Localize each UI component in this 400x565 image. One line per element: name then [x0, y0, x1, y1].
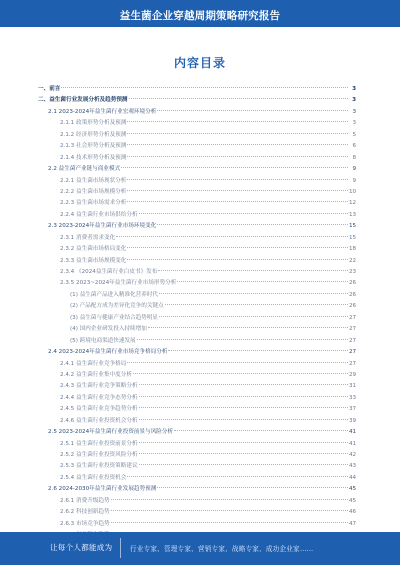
toc-entry-label: 2.2.1 益生菌市场现状分析: [60, 177, 127, 184]
toc-leader-dots: [139, 212, 348, 214]
toc-entry-page: 13: [349, 211, 357, 218]
toc-entry[interactable]: [38, 244, 356, 255]
toc-entry-label: 2.6.1 消费升级趋势: [60, 497, 110, 504]
toc-leader-dots: [174, 429, 348, 431]
toc-leader-dots: [129, 97, 348, 99]
toc-leader-dots: [111, 498, 348, 500]
toc-entry-page: 47: [349, 520, 357, 527]
toc-entry[interactable]: [38, 450, 356, 461]
toc-leader-dots: [157, 109, 348, 111]
toc-leader-dots: [61, 86, 348, 88]
toc-entry[interactable]: [38, 118, 356, 129]
toc-entry-label: 2.4.6 益生菌行业投资机会分析: [60, 417, 138, 424]
toc-leader-dots: [116, 235, 348, 237]
toc-entry-label: 2.6.2 科技创新趋势: [60, 509, 110, 516]
toc-entry-page: 27: [349, 314, 357, 321]
toc-entry[interactable]: [38, 393, 356, 404]
toc-leader-dots: [159, 315, 348, 317]
toc-entry-label: 2.4 2023-2024年益生菌行业市场竞争格局分析: [48, 349, 168, 356]
toc-entry[interactable]: [38, 301, 356, 312]
toc-entry-label: 2.4.3 益生菌行业竞争策略分析: [60, 383, 138, 390]
toc-entry-label: 2.1.3 社会形势分析及预测: [60, 143, 127, 150]
toc-entry-label: 2.1.4 技术形势分析及预测: [60, 154, 127, 161]
toc-entry-page: 3: [352, 108, 356, 115]
toc-leader-dots: [121, 166, 348, 168]
toc-entry-page: 27: [349, 326, 357, 333]
toc-entry-page: 33: [349, 394, 357, 401]
toc-entry-label: 2.2.3 益生菌市场需求分析: [60, 200, 127, 207]
toc-leader-dots: [127, 200, 348, 202]
toc-entry-label: (2) 产品配方成为差异化竞争的关键点: [70, 303, 164, 310]
toc-entry[interactable]: [38, 233, 356, 244]
toc-entry[interactable]: [38, 290, 356, 301]
toc-entry[interactable]: [38, 84, 356, 95]
toc-leader-dots: [177, 280, 348, 282]
toc-entry-label: 2.1.2 经济形势分析及预测: [60, 131, 127, 138]
toc-leader-dots: [127, 361, 348, 363]
toc-entry[interactable]: [38, 256, 356, 267]
toc-entry-label: (4) 国内企业研发投入持续增加: [70, 326, 147, 333]
toc-entry[interactable]: [38, 347, 356, 358]
toc-entry-page: 31: [349, 383, 357, 390]
toc-entry-label: 2.5.3 益生菌行业投资策略建议: [60, 463, 138, 470]
toc-entry-label: (5) 跨境电商渠道快速发展: [70, 337, 136, 344]
toc-leader-dots: [139, 452, 348, 454]
toc-entry[interactable]: [38, 404, 356, 415]
toc-entry-page: 39: [349, 417, 357, 424]
toc-entry-label: 2.5 2023-2024年益生菌行业投资前景与风险分析: [48, 429, 174, 436]
toc-entry-page: 23: [349, 269, 357, 275]
toc-entry-label: (1) 益生菌产品进入精准化营养时代: [70, 291, 159, 298]
toc-entry-label: 2.4.2 益生菌行业集中度分析: [60, 371, 132, 378]
toc-entry[interactable]: [38, 210, 356, 221]
toc-entry-label: 2.4.4 益生菌行业竞争态势分析: [60, 394, 138, 401]
toc-entry-page: 5: [352, 131, 356, 138]
toc-entry-label: 2.3.4 《2024益生菌行业白皮书》发布: [60, 269, 158, 275]
toc-leader-dots: [165, 303, 348, 305]
toc-entry[interactable]: [38, 107, 356, 118]
toc-entry-page: 26: [349, 280, 357, 287]
toc-entry-page: 15: [349, 223, 357, 230]
toc-entry-page: 18: [349, 246, 357, 253]
toc-entry-page: 42: [349, 452, 357, 458]
toc-entry-label: 2.2.2 益生菌市场规模分析: [60, 188, 127, 195]
toc-entry-page: 3: [352, 120, 356, 127]
toc-entry-label: 2.1.1 政策形势分析及预测: [60, 120, 127, 127]
toc-entry[interactable]: [38, 496, 356, 507]
toc-leader-dots: [127, 132, 348, 134]
toc-leader-dots: [139, 383, 348, 385]
toc-leader-dots: [127, 155, 348, 157]
toc-entry-page: 3: [352, 86, 356, 92]
toc-entry[interactable]: [38, 359, 356, 370]
toc-entry[interactable]: [38, 95, 356, 106]
toc-entry[interactable]: [38, 267, 356, 278]
toc-entry-page: 44: [349, 474, 357, 481]
toc-entry[interactable]: [38, 336, 356, 347]
toc-entry-label: 2.4.5 益生菌行业竞争趋势分析: [60, 406, 138, 413]
toc-entry[interactable]: [38, 427, 356, 438]
toc-entry[interactable]: [38, 461, 356, 472]
toc-entry[interactable]: [38, 130, 356, 141]
toc-leader-dots: [157, 486, 348, 488]
toc-leader-dots: [111, 521, 348, 523]
toc-leader-dots: [157, 223, 348, 225]
toc-leader-dots: [139, 406, 348, 408]
toc-leader-dots: [137, 338, 348, 340]
toc-entry[interactable]: [38, 416, 356, 427]
footer-slogan: 让每个人都能成为: [50, 543, 113, 552]
toc-heading: 内容目录: [173, 56, 226, 70]
toc-entry[interactable]: [38, 198, 356, 209]
toc-leader-dots: [127, 475, 348, 477]
toc-entry-page: 43: [349, 463, 357, 470]
toc-leader-dots: [139, 395, 348, 397]
toc-entry-label: 2.3.1 消费者需求变化: [60, 234, 116, 241]
toc-entry[interactable]: [38, 381, 356, 392]
toc-entry-label: 2.5.1 益生菌行业投资前景分析: [60, 440, 138, 447]
toc-entry-label: 2.3.3 益生菌市场规模变化: [60, 257, 127, 264]
toc-entry[interactable]: [38, 439, 356, 450]
toc-entry-label: 一、前言: [38, 86, 61, 92]
toc-entry[interactable]: [38, 484, 356, 495]
table-of-contents: [38, 84, 356, 542]
toc-entry-page: 8: [352, 154, 356, 161]
toc-entry-label: 2.3 2023-2024年益生菌行业市场环境变化: [48, 223, 157, 230]
toc-entry-page: 27: [349, 360, 357, 367]
toc-leader-dots: [127, 189, 348, 191]
toc-entry[interactable]: [38, 278, 356, 289]
report-title: 益生菌企业穿越周期策略研究报告: [119, 10, 281, 22]
toc-entry-label: 2.1 2023-2024年益生菌行业宏观环境分析: [48, 108, 157, 115]
toc-entry-label: 2.3.2 益生菌市场格局变化: [60, 246, 127, 253]
toc-entry-label: 2.6 2024-2030年益生菌行业发展趋势预测: [48, 486, 157, 493]
toc-leader-dots: [158, 269, 348, 271]
toc-entry[interactable]: [38, 164, 356, 175]
toc-leader-dots: [133, 372, 348, 374]
toc-entry[interactable]: [38, 324, 356, 335]
toc-entry[interactable]: [38, 221, 356, 232]
toc-entry[interactable]: [38, 176, 356, 187]
toc-entry-label: 2.2.4 益生菌行业市场供给分析: [60, 211, 138, 218]
toc-entry-page: 41: [349, 440, 357, 447]
toc-entry[interactable]: [38, 313, 356, 324]
toc-entry-page: 9: [352, 166, 356, 173]
toc-leader-dots: [168, 349, 348, 351]
toc-entry-label: 2.4.1 益生菌行业竞争格局: [60, 360, 127, 367]
toc-entry-page: 10: [349, 188, 357, 195]
toc-leader-dots: [127, 178, 348, 180]
toc-entry[interactable]: [38, 519, 356, 530]
toc-entry-page: 22: [349, 257, 357, 264]
toc-entry[interactable]: [38, 187, 356, 198]
toc-leader-dots: [127, 143, 348, 145]
toc-entry-page: 29: [349, 371, 357, 378]
toc-entry-page: 41: [349, 429, 357, 436]
toc-leader-dots: [139, 463, 348, 465]
toc-entry-page: 12: [349, 200, 357, 207]
toc-entry-label: 二、益生菌行业发展分析及趋势预测: [38, 97, 128, 104]
toc-entry-page: 26: [349, 303, 357, 310]
toc-entry-label: 2.6.3 市场竞争趋势: [60, 520, 110, 527]
toc-entry-page: 26: [349, 291, 357, 298]
toc-entry-page: 37: [349, 406, 357, 413]
footer-divider: [120, 538, 121, 558]
toc-entry-page: 45: [349, 486, 357, 493]
toc-entry[interactable]: [38, 370, 356, 381]
toc-leader-dots: [127, 246, 348, 248]
toc-entry-page: 45: [349, 497, 357, 504]
toc-leader-dots: [159, 292, 348, 294]
toc-entry-page: 27: [349, 337, 357, 344]
toc-entry-label: 2.5.4 益生菌行业投资机会: [60, 474, 127, 481]
toc-leader-dots: [148, 326, 348, 328]
toc-entry-page: 9: [352, 177, 356, 184]
toc-leader-dots: [111, 509, 348, 511]
toc-entry-label: (3) 益生菌与健康产业结合趋势明显: [70, 314, 159, 321]
toc-entry[interactable]: [38, 507, 356, 518]
toc-leader-dots: [139, 441, 348, 443]
toc-entry-page: 6: [352, 143, 356, 150]
toc-entry-page: 27: [349, 349, 357, 356]
toc-entry[interactable]: [38, 153, 356, 164]
toc-entry-page: 46: [349, 509, 357, 516]
toc-entry-page: 3: [352, 97, 356, 104]
toc-entry-label: 2.3.5 2023~2024年益生菌行业市场形势分析: [60, 280, 177, 287]
toc-leader-dots: [127, 258, 348, 260]
toc-leader-dots: [139, 418, 348, 420]
toc-entry-label: 2.2 益生菌产业链与商业模式: [48, 166, 121, 173]
toc-leader-dots: [127, 120, 348, 122]
footer-tagline: 行业专家、管理专家、营销专家、战略专家、成功企业家……: [130, 545, 314, 553]
toc-entry[interactable]: [38, 141, 356, 152]
toc-entry-label: 2.5.2 益生菌行业投资风险分析: [60, 452, 138, 458]
toc-entry[interactable]: [38, 473, 356, 484]
toc-entry-page: 15: [349, 234, 357, 241]
